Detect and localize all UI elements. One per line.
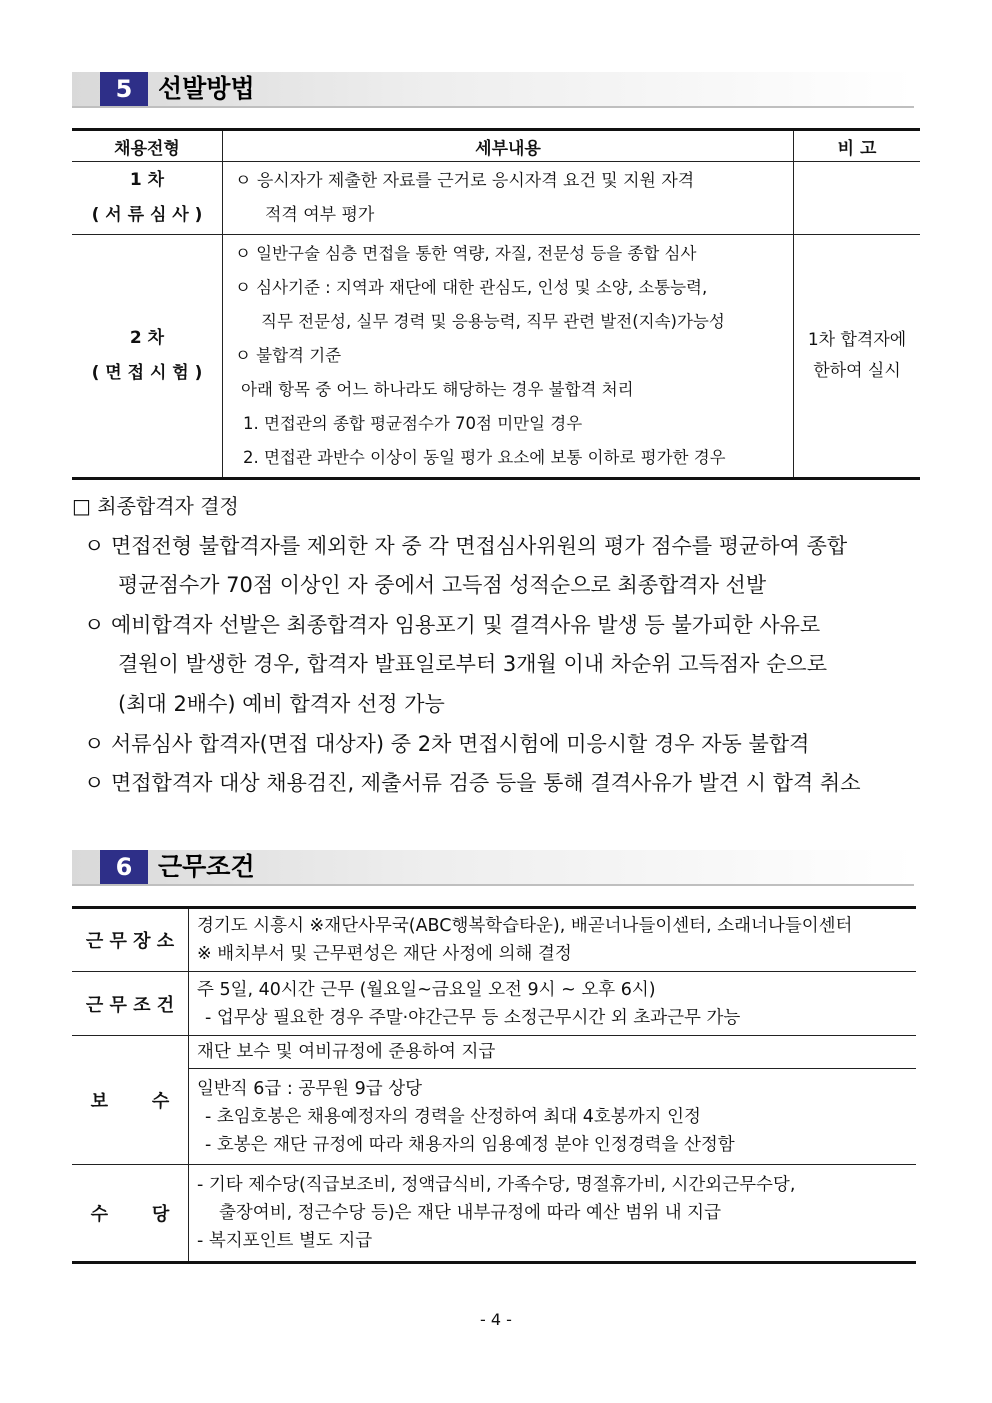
note-line: 1차 합격자에: [807, 330, 907, 350]
section-title: 근무조건: [158, 852, 255, 881]
value-line: - 호봉은 재단 규정에 따라 채용자의 임용예정 분야 인정경력을 산정함: [205, 1134, 735, 1155]
row-label-place: 근 무 장 소: [72, 908, 189, 972]
header-rule: [72, 106, 914, 108]
header-rule: [72, 884, 914, 886]
value-line: - 업무상 필요한 경우 주말·야간근무 등 소정근무시간 외 초과근무 가능: [205, 1007, 741, 1028]
final-selection: [72, 487, 922, 804]
col-header-stage: 채용전형: [72, 130, 223, 162]
section-6-header: [72, 850, 914, 886]
table-row: [72, 972, 916, 1036]
final-line: 평균점수가 70점 이상인 자 중에서 고득점 성적순으로 최종합격자 선발: [118, 573, 767, 598]
detail-line: ㅇ 심사기준 : 지역과 재단에 대한 관심도, 인성 및 소양, 소통능력,: [235, 278, 708, 297]
place-cell: [189, 908, 917, 972]
note-line: 한하여 실시: [813, 361, 901, 381]
value-line: 주 5일, 40시간 근무 (월요일~금요일 오전 9시 ~ 오후 6시): [197, 979, 656, 1000]
stage-number: 2 차: [129, 328, 165, 348]
section-5-header: [72, 72, 914, 108]
col-header-note: 비 고: [794, 130, 921, 162]
table-row: [72, 1165, 916, 1263]
conditions-cell: [189, 972, 917, 1036]
value-line: 재단 보수 및 여비규정에 준용하여 지급: [197, 1042, 496, 1062]
allowance-cell: [189, 1165, 917, 1263]
value-line: 출장여비, 정근수당 등)은 재단 내부규정에 따라 예산 범위 내 지급: [219, 1203, 721, 1223]
detail-line: 2. 면접관 과반수 이상이 동일 평가 요소에 보통 이하로 평가한 경우: [243, 448, 726, 467]
row-label-conditions: 근 무 조 건: [72, 972, 189, 1036]
stage-name: ( 서 류 심 사 ): [91, 205, 203, 225]
detail-line: ㅇ 불합격 기준: [235, 346, 342, 365]
note-cell: [794, 162, 921, 235]
table-header-row: [72, 130, 920, 162]
stage-cell: [72, 162, 223, 235]
details-cell: [223, 235, 794, 479]
final-line: ㅇ 예비합격자 선발은 최종합격자 임용포기 및 결격사유 발생 등 불가피한 사유로: [84, 612, 821, 637]
value-line: ※ 배치부서 및 근무편성은 재단 사정에 의해 결정: [197, 944, 572, 964]
col-header-details: 세부내용: [223, 130, 794, 162]
section-number: 6: [100, 850, 148, 884]
note-cell: [794, 235, 921, 479]
detail-line: 아래 항목 중 어느 하나라도 해당하는 경우 불합격 처리: [241, 380, 634, 399]
row-label-allowance: 수 당: [72, 1165, 189, 1263]
section-number: 5: [100, 72, 148, 106]
selection-method-table: [72, 128, 920, 480]
table-row: [72, 1036, 916, 1069]
row-label-pay: 보 수: [72, 1036, 189, 1165]
section-title: 선발방법: [158, 74, 255, 103]
detail-line: 적격 여부 평가: [265, 205, 375, 225]
final-line: ㅇ 면접전형 불합격자를 제외한 자 중 각 면접심사위원의 평가 점수를 평균하여 종합: [84, 533, 848, 558]
detail-line: 1. 면접관의 종합 평균점수가 70점 미만일 경우: [243, 414, 583, 433]
pay-cell-a: [189, 1036, 917, 1069]
final-line: (최대 2배수) 예비 합격자 선정 가능: [118, 691, 445, 716]
pay-cell-b: [189, 1069, 917, 1165]
details-cell: [223, 162, 794, 235]
final-line: ㅇ 면접합격자 대상 채용검진, 제출서류 검증 등을 통해 결격사유가 발견 시 합격 취소: [84, 771, 861, 796]
stage-cell: [72, 235, 223, 479]
final-line: 결원이 발생한 경우, 합격자 발표일로부터 3개월 이내 차순위 고득점자 순으로: [118, 652, 827, 677]
page-number: - 4 -: [480, 1310, 512, 1329]
final-line: ㅇ 서류심사 합격자(면접 대상자) 중 2차 면접시험에 미응시할 경우 자동 불합격: [84, 731, 810, 756]
detail-line: ㅇ 일반구술 심층 면접을 통한 역량, 자질, 전문성 등을 종합 심사: [235, 244, 697, 263]
detail-line: 직무 전문성, 실무 경력 및 응용능력, 직무 관련 발전(지속)가능성: [261, 312, 725, 331]
value-line: - 복지포인트 별도 지급: [197, 1231, 373, 1251]
table-row: [72, 1069, 916, 1165]
value-line: 일반직 6급 : 공무원 9급 상당: [197, 1078, 423, 1099]
value-line: 경기도 시흥시 ※재단사무국(ABC행복학습타운), 배곧너나들이센터, 소래너나들이센터: [197, 916, 853, 936]
work-conditions-table: [72, 906, 916, 1264]
table-row: [72, 908, 916, 972]
value-line: - 기타 제수당(직급보조비, 정액급식비, 가족수당, 명절휴가비, 시간외근무수당,: [197, 1175, 796, 1195]
value-line: - 초임호봉은 채용예정자의 경력을 산정하여 최대 4호봉까지 인정: [205, 1106, 701, 1127]
table-row: [72, 235, 920, 479]
table-row: [72, 162, 920, 235]
final-selection-title: □ 최종합격자 결정: [72, 494, 239, 518]
stage-number: 1 차: [129, 170, 165, 190]
stage-name: ( 면 접 시 험 ): [91, 363, 203, 383]
detail-line: ㅇ 응시자가 제출한 자료를 근거로 응시자격 요건 및 지원 자격: [235, 171, 695, 191]
